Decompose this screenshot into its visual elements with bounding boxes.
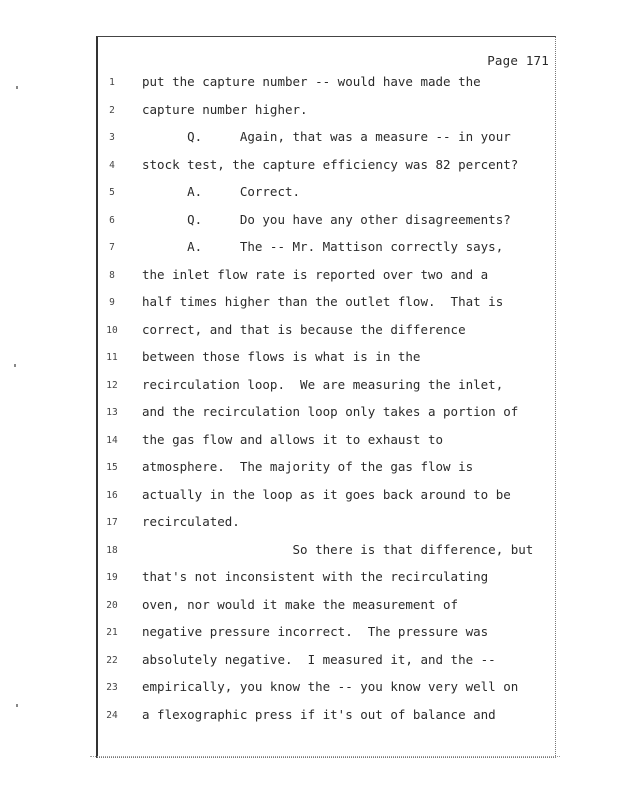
line-text: capture number higher. — [142, 101, 308, 117]
line-number: 14 — [106, 434, 118, 446]
line-number: 10 — [106, 324, 118, 336]
margin-mark-middle — [14, 364, 16, 367]
transcript-line — [98, 432, 558, 452]
line-text: atmosphere. The majority of the gas flow is — [142, 459, 474, 474]
line-text: Q. Again, that was a measure -- in your — [142, 129, 511, 144]
line-text: put the capture number -- would have made the — [142, 74, 481, 89]
transcript-line — [98, 404, 558, 424]
transcript-line — [98, 267, 558, 287]
line-text: recirculated. — [142, 514, 240, 529]
line-text: negative pressure incorrect. The pressure was — [142, 624, 489, 639]
line-text: A. The -- Mr. Mattison correctly says, — [142, 239, 504, 254]
page-number: Page 171 — [487, 53, 549, 68]
transcript-line — [98, 349, 558, 369]
line-number: 5 — [109, 187, 115, 198]
line-number: 22 — [106, 654, 118, 666]
transcript-line — [98, 542, 558, 562]
transcript-line — [98, 597, 558, 617]
transcript-line — [98, 487, 558, 507]
line-text: A. Correct. — [142, 184, 301, 199]
transcript-page — [96, 36, 556, 758]
line-text: absolutely negative. I measured it, and the -- — [142, 651, 496, 667]
line-number: 17 — [106, 517, 118, 528]
transcript-line — [98, 459, 558, 479]
line-number: 3 — [109, 132, 115, 143]
transcript-line — [98, 129, 558, 149]
line-number: 18 — [106, 544, 118, 556]
line-text: oven, nor would it make the measurement of — [142, 596, 459, 612]
line-number: 23 — [106, 682, 118, 693]
line-number: 9 — [109, 297, 115, 308]
line-number: 4 — [109, 159, 115, 171]
transcript-line — [98, 377, 558, 397]
margin-mark-top — [16, 86, 18, 89]
line-number: 20 — [106, 599, 118, 611]
line-text: So there is that difference, but — [142, 541, 534, 557]
line-number: 6 — [109, 214, 115, 226]
transcript-line — [98, 294, 558, 314]
line-text: recirculation loop. We are measuring the inlet, — [142, 376, 504, 392]
line-text: empirically, you know the -- you know very well on — [142, 679, 519, 694]
line-number: 2 — [109, 104, 115, 116]
line-number: 24 — [106, 709, 118, 721]
transcript-line — [98, 624, 558, 644]
margin-mark-bottom — [16, 704, 18, 707]
line-text: correct, and that is because the difference — [142, 321, 466, 337]
line-text: half times higher than the outlet flow. That is — [142, 294, 504, 309]
bottom-rule — [90, 756, 560, 757]
line-text: and the recirculation loop only takes a portion of — [142, 404, 519, 419]
line-number: 15 — [106, 462, 118, 473]
line-text: that's not inconsistent with the recirculating — [142, 569, 489, 584]
line-number: 8 — [109, 269, 115, 281]
transcript-line — [98, 679, 558, 699]
line-number: 1 — [109, 77, 115, 88]
line-number: 13 — [106, 407, 118, 418]
line-number: 19 — [106, 572, 118, 583]
line-text: actually in the loop as it goes back around to be — [142, 486, 511, 502]
transcript-line — [98, 514, 558, 534]
transcript-line — [98, 74, 558, 94]
line-text: stock test, the capture efficiency was 82 percent? — [142, 156, 519, 172]
transcript-line — [98, 157, 558, 177]
transcript-line — [98, 212, 558, 232]
transcript-line — [98, 239, 558, 259]
line-text: the inlet flow rate is reported over two and a — [142, 266, 489, 282]
transcript-line — [98, 707, 558, 727]
transcript-line — [98, 102, 558, 122]
line-text: a flexographic press if it's out of balance and — [142, 706, 496, 722]
line-text: between those flows is what is in the — [142, 349, 421, 364]
line-number: 21 — [106, 627, 118, 638]
transcript-line — [98, 322, 558, 342]
line-text: Q. Do you have any other disagreements? — [142, 211, 511, 227]
line-number: 16 — [106, 489, 118, 501]
line-number: 11 — [106, 352, 118, 363]
transcript-line — [98, 569, 558, 589]
line-number: 7 — [109, 242, 115, 253]
line-number: 12 — [106, 379, 118, 391]
transcript-line — [98, 652, 558, 672]
transcript-line — [98, 184, 558, 204]
line-text: the gas flow and allows it to exhaust to — [142, 431, 444, 447]
